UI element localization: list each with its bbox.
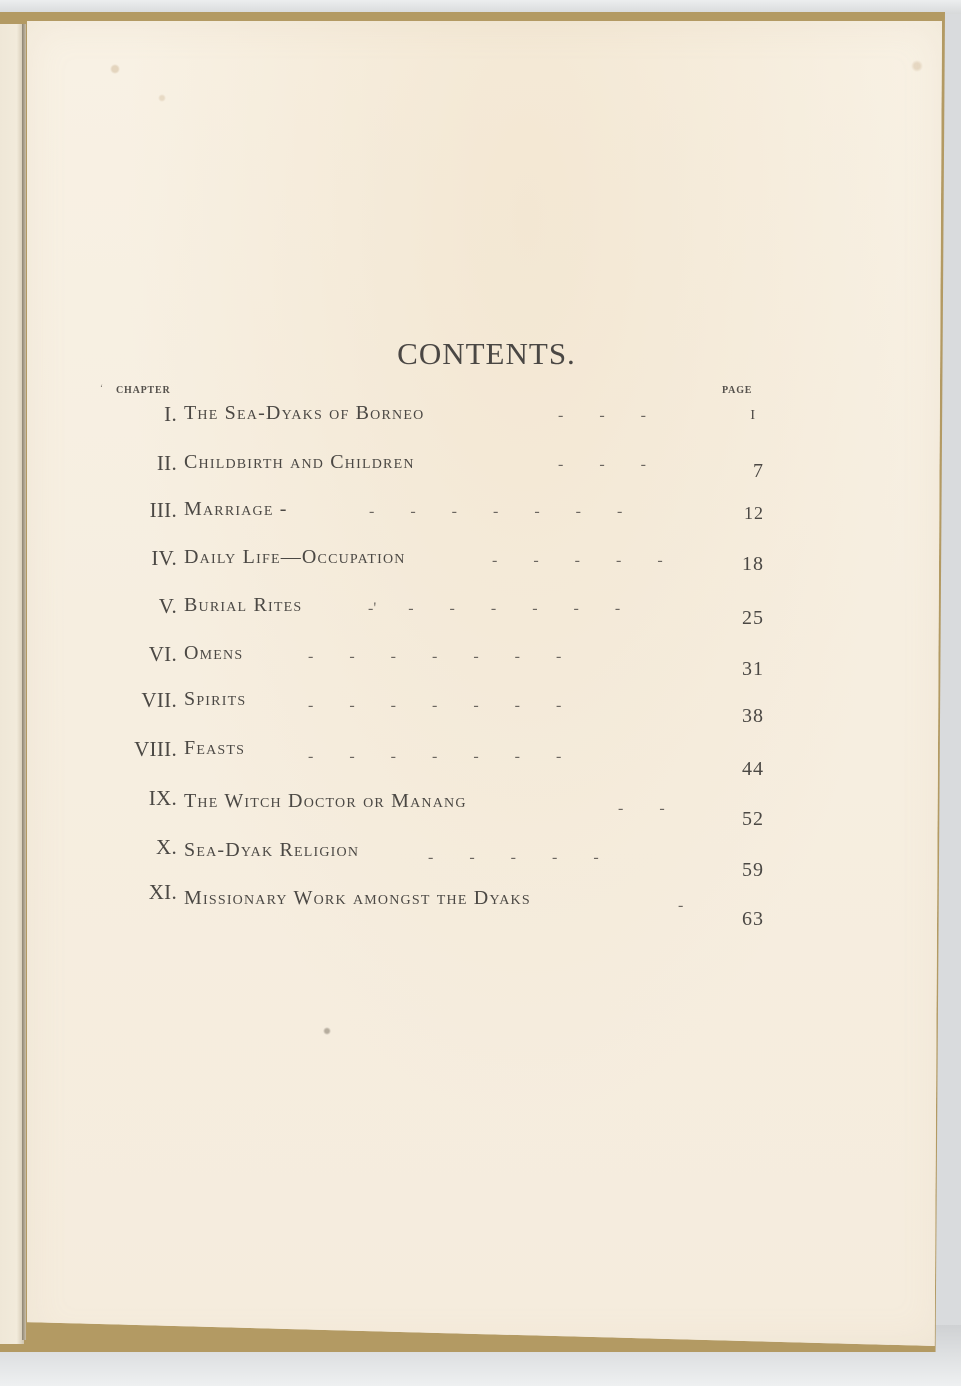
toc-entry	[0, 786, 961, 830]
chapter-numeral: III.	[149, 498, 177, 522]
toc-entry	[0, 835, 961, 881]
chapter-title: Daily Life—Occupation	[184, 546, 406, 568]
chapter-title: Sea-Dyak Religion	[184, 839, 360, 861]
chapter-numeral: X.	[155, 835, 177, 859]
chapter-numeral: I.	[164, 402, 177, 426]
contents-page	[27, 21, 942, 1346]
dot-leaders: - - - - - - -	[369, 503, 623, 520]
ink-mark: ‘	[100, 383, 103, 393]
page-number: 59	[742, 859, 764, 881]
toc-entry	[0, 594, 961, 629]
dot-leaders: - -	[618, 800, 665, 817]
page-number: 18	[742, 553, 764, 575]
chapter-title: The Witch Doctor or Manang	[184, 790, 467, 812]
toc-entry	[0, 642, 961, 680]
chapter-numeral: VIII.	[134, 737, 177, 761]
chapter-title: The Sea-Dyaks of Borneo	[184, 402, 425, 424]
chapter-numeral: IX.	[148, 786, 177, 810]
page-number: i	[750, 402, 756, 424]
toc-entry	[0, 498, 961, 528]
toc-entry	[0, 451, 961, 481]
dot-leaders: -	[678, 897, 684, 914]
dot-leaders: -' - - - - - -	[368, 600, 621, 617]
chapter-numeral: VII.	[141, 688, 177, 712]
page-title: CONTENTS.	[397, 335, 576, 371]
dot-leaders: - - - - - - -	[308, 748, 562, 765]
dot-leaders: - - - - -	[428, 849, 599, 866]
toc-entry	[0, 546, 961, 576]
chapter-numeral: V.	[158, 594, 177, 618]
page-number: 12	[744, 503, 764, 523]
chapter-title: Spirits	[184, 688, 247, 710]
chapter-title: Feasts	[184, 737, 246, 759]
page-number: 31	[742, 658, 764, 680]
chapter-title: Omens	[184, 642, 244, 664]
facing-page-edge	[0, 24, 24, 1344]
chapter-title: Marriage -	[184, 498, 288, 520]
toc-entry	[0, 688, 961, 727]
page-number: 38	[742, 705, 764, 727]
page-number: 52	[742, 808, 764, 830]
chapter-title: Missionary Work amongst the Dyaks	[184, 887, 531, 909]
page-number: 25	[742, 607, 764, 629]
toc-entry	[0, 402, 961, 432]
page-column-header: PAGE	[722, 385, 753, 396]
chapter-column-header: CHAPTER	[116, 385, 171, 396]
dot-leaders: - - -	[558, 407, 646, 424]
toc-entry	[0, 737, 961, 780]
chapter-numeral: XI.	[148, 880, 177, 904]
book-gutter	[22, 24, 26, 1340]
dot-leaders: - - - - - - -	[308, 697, 562, 714]
chapter-numeral: IV.	[151, 546, 177, 570]
toc-entry	[0, 880, 961, 930]
dot-leaders: - - - - -	[492, 552, 663, 569]
dot-leaders: - - - - - - -	[308, 648, 562, 665]
page-number: 44	[742, 758, 764, 780]
chapter-numeral: VI.	[148, 642, 177, 666]
dot-leaders: - - -	[558, 456, 646, 473]
chapter-title: Burial Rites	[184, 594, 303, 616]
photo-backdrop	[0, 0, 961, 14]
chapter-numeral: II.	[156, 451, 177, 475]
chapter-title: Childbirth and Children	[184, 451, 415, 473]
page-number: 7	[753, 460, 764, 482]
page-number: 63	[742, 908, 764, 930]
